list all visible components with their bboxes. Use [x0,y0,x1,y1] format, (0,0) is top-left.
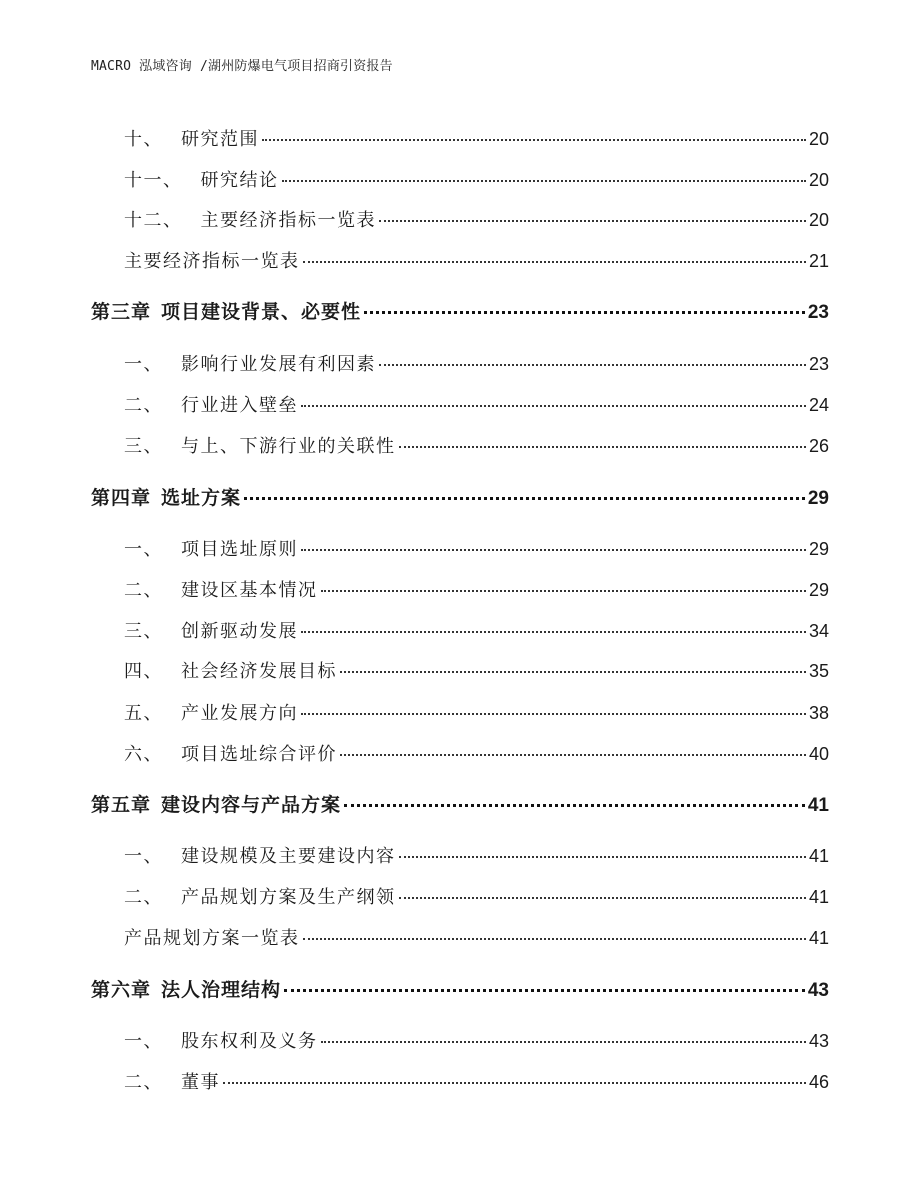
toc-entry-page-number: 40 [808,744,829,764]
toc-entry-page-number: 41 [808,928,829,948]
dot-leader [344,804,805,807]
toc-section-entry[interactable] [124,740,829,766]
toc-entry-title: 产品规划方案及生产纲领 [181,887,396,908]
toc-entry-title: 研究范围 [181,129,259,150]
toc-entry-number: 二、 [124,395,163,416]
dot-leader [284,989,805,992]
toc-entry-number: 一、 [124,846,163,867]
toc-entry-title: 行业进入壁垒 [181,395,298,416]
dot-leader [321,590,806,592]
toc-chapter-entry[interactable] [91,790,829,817]
toc-entry-number: 三、 [124,436,163,457]
toc-section-entry[interactable] [124,699,829,725]
dot-leader [321,1041,806,1043]
toc-entry-number: 二、 [124,1072,163,1093]
toc-entry-number: 二、 [124,887,163,908]
toc-section-entry[interactable] [124,350,829,376]
toc-entry-page-number: 43 [807,980,829,1001]
toc-chapter-entry[interactable] [91,975,829,1002]
dot-leader [340,754,806,756]
toc-section-entry[interactable] [124,535,829,561]
toc-entry-page-number: 23 [808,354,829,374]
dot-leader [379,364,806,366]
dot-leader [303,261,806,263]
toc-entry-title: 主要经济指标一览表 [124,251,300,272]
toc-entry-number: 第四章 [91,487,152,509]
toc-entry-title: 董事 [181,1072,220,1093]
toc-entry-number: 第五章 [91,794,152,816]
dot-leader [379,220,806,222]
toc-entry-page-number: 24 [808,395,829,415]
running-header: MACRO 泓域咨询 /湖州防爆电气项目招商引资报告 [91,59,393,74]
toc-entry-title: 研究结论 [200,170,279,191]
toc-entry-title: 产业发展方向 [181,703,298,724]
toc-entry-number: 三、 [124,621,163,642]
toc-entry-number: 二、 [124,580,163,601]
toc-entry-title: 项目选址综合评价 [181,744,337,765]
toc-entry-number: 六、 [124,744,163,765]
toc-entry-page-number: 41 [807,795,829,816]
toc-entry-page-number: 29 [807,488,829,509]
toc-entry-number: 十二、 [124,210,183,231]
toc-section-entry[interactable] [124,125,829,151]
toc-entry-page-number: 38 [808,703,829,723]
toc-section-entry[interactable] [124,657,829,683]
dot-leader [301,713,806,715]
toc-entry-number: 第六章 [91,979,152,1001]
dot-leader [244,497,805,500]
toc-entry-number: 一、 [124,354,163,375]
dot-leader [399,446,806,448]
toc-chapter-entry[interactable] [91,483,829,510]
toc-entry-title: 建设内容与产品方案 [161,794,342,816]
toc-entry-title: 项目建设背景、必要性 [161,301,362,323]
toc-entry-page-number: 21 [808,251,829,271]
toc-entry-title: 创新驱动发展 [181,621,298,642]
dot-leader [399,856,806,858]
toc-section-entry[interactable] [124,391,829,417]
toc-entry-title: 主要经济指标一览表 [200,210,376,231]
toc-chapter-entry[interactable] [91,297,829,324]
toc-section-entry[interactable] [124,166,829,192]
dot-leader [301,549,806,551]
toc-entry-page-number: 41 [808,846,829,866]
toc-section-entry[interactable] [124,1068,829,1094]
dot-leader [364,311,805,314]
toc-entry-number: 四、 [124,661,163,682]
toc-entry-title: 影响行业发展有利因素 [181,354,376,375]
toc-section-entry[interactable] [124,206,829,232]
dot-leader [262,139,806,141]
dot-leader [301,631,806,633]
toc-entry-page-number: 20 [808,170,829,190]
dot-leader [399,897,806,899]
toc-entry-title: 建设规模及主要建设内容 [181,846,396,867]
toc-entry-title: 法人治理结构 [161,979,282,1001]
toc-entry-title: 社会经济发展目标 [181,661,337,682]
toc-entry-page-number: 34 [808,621,829,641]
toc-entry-title: 产品规划方案一览表 [124,928,300,949]
toc-entry-number: 一、 [124,1031,163,1052]
toc-entry-page-number: 29 [808,539,829,559]
toc-section-entry[interactable] [124,842,829,868]
toc-entry-page-number: 26 [808,436,829,456]
toc-entry-page-number: 20 [808,210,829,230]
toc-entry-number: 五、 [124,703,163,724]
toc-entry-title: 股东权利及义务 [181,1031,318,1052]
toc-entry-page-number: 29 [808,580,829,600]
toc-section-entry[interactable] [124,432,829,458]
toc-entry-page-number: 23 [807,302,829,323]
toc-entry-number: 第三章 [91,301,152,323]
toc-section-entry[interactable] [124,617,829,643]
toc-entry-number: 一、 [124,539,163,560]
toc-entry-page-number: 43 [808,1031,829,1051]
toc-entry-page-number: 41 [808,887,829,907]
toc-entry-page-number: 35 [808,661,829,681]
dot-leader [303,938,806,940]
toc-entry-title: 项目选址原则 [181,539,298,560]
toc-section-entry[interactable] [124,1027,829,1053]
dot-leader [340,671,806,673]
toc-entry-title: 建设区基本情况 [181,580,318,601]
toc-entry-page-number: 20 [808,129,829,149]
dot-leader [223,1082,806,1084]
dot-leader [282,180,806,182]
toc-section-entry[interactable] [124,247,829,273]
dot-leader [301,405,806,407]
toc-entry-number: 十一、 [124,170,183,191]
toc-entry-page-number: 46 [808,1072,829,1092]
toc-section-entry[interactable] [124,576,829,602]
toc-entry-title: 与上、下游行业的关联性 [181,436,396,457]
toc-entry-number: 十、 [124,129,163,150]
toc-entry-title: 选址方案 [161,487,242,509]
toc-section-entry[interactable] [124,924,829,950]
toc-section-entry[interactable] [124,883,829,909]
